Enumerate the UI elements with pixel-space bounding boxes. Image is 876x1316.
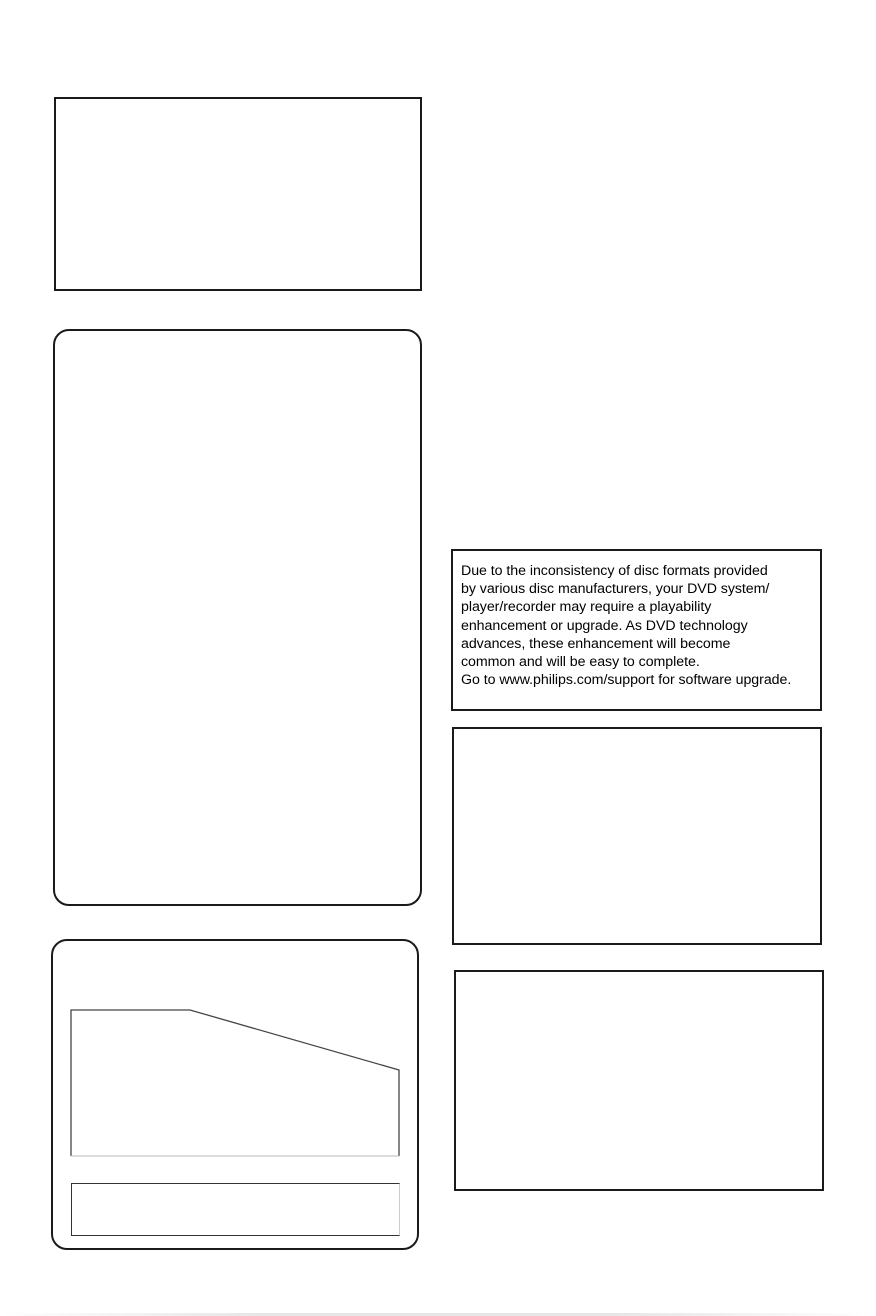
notice-line: Go to www.philips.com/support for software upgrade. — [461, 672, 792, 689]
mid-right-frame — [452, 727, 822, 945]
rounded-content-panel — [53, 329, 422, 906]
notice-line: by various disc manufacturers, your DVD system/ — [461, 581, 770, 598]
bottom-right-frame — [454, 970, 824, 1191]
notice-line: advances, these enhancement will become — [461, 635, 731, 652]
notice-text — [461, 562, 820, 689]
label-inner-rect — [71, 1183, 400, 1236]
notice-line: common and will be easy to complete. — [461, 654, 700, 671]
label-diagram-outline — [70, 1008, 402, 1158]
disc-format-notice — [451, 549, 822, 711]
notice-line: player/recorder may require a playability — [461, 599, 712, 616]
notice-line: enhancement or upgrade. As DVD technology — [461, 617, 748, 634]
notice-line: Due to the inconsistency of disc formats provided — [461, 563, 768, 579]
top-left-frame — [54, 97, 422, 291]
label-diagram-edge — [71, 1010, 399, 1156]
